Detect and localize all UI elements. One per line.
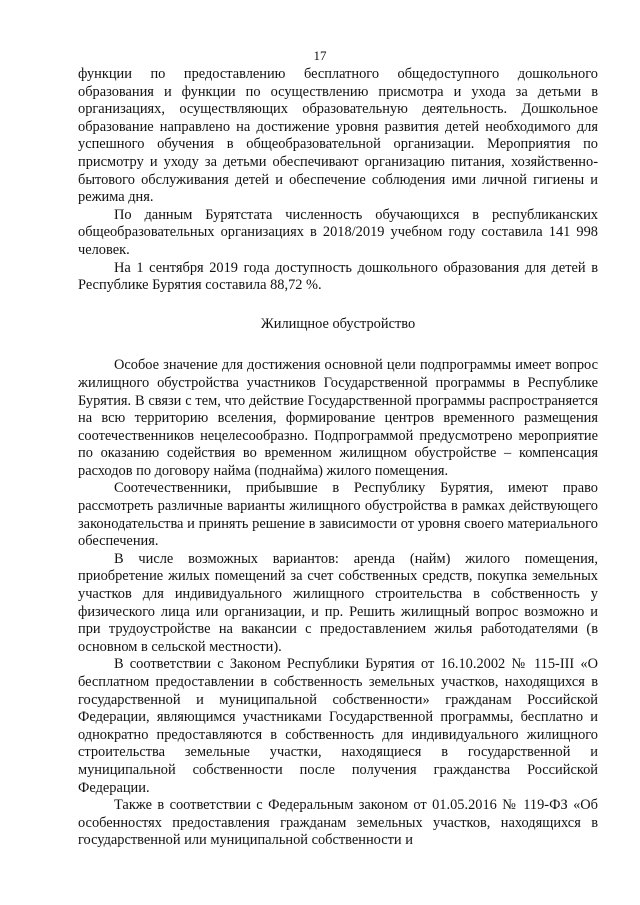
paragraph-federal-law: Также в соответствии с Федеральным законом от 01.05.2016 № 119-ФЗ «Об особенностях предоставления гражданам земельных участков, находящихся в государственной или муниципальной собственности и <box>78 797 598 849</box>
paragraph-housing-importance: Особое значение для достижения основной цели подпрограммы имеет вопрос жилищного обустройства участников Государственной программы в Республике Бурятия. В связи с тем, что действие Государственной программы распространяется на всю территорию вселения, формирование центров временного размещения соотечественников нецелесообразно. Подпрограммой предусмотрено мероприятие по оказанию содействия во временном жилищном обустройстве – компенсация расходов по договору найма (поднайма) жилого помещения. <box>78 357 598 479</box>
page-number: 17 <box>313 48 327 63</box>
paragraph-housing-options: В числе возможных вариантов: аренда (найм) жилого помещения, приобретение жилых помещений за счет собственных средств, покупка земельных участков для индивидуального жилищного строительства в собственность у физического лица или организации, и пр. Решить жилищный вопрос возможно и при трудоустройстве на вакансии с предоставлением жилья работодателями (в основном в сельской местности). <box>78 550 598 655</box>
paragraph-preschool-availability: На 1 сентября 2019 года доступность дошкольного образования для детей в Республике Бурятия составила 88,72 %. <box>78 259 598 294</box>
paragraph-preschool-functions: функции по предоставлению бесплатного общедоступного дошкольного образования и функции по осуществлению присмотра и ухода за детьми в организациях, осуществляющих образовательную деятельность. Дошкольное образование направлено на достижение уровня развития детей необходимого для успешного обучения в общеобразовательной организации. Мероприятия по присмотру и уходу за детьми обеспечивают организацию питания, хозяйственно-бытового обслуживания детей и обеспечение соблюдения ими личной гигиены и режима дня. <box>78 66 598 206</box>
section-heading: Жилищное обустройство <box>260 315 416 332</box>
paragraph-student-count: По данным Бурятстата численность обучающихся в республиканских общеобразовательных организациях в 2018/2019 учебном году составила 141 998 человек. <box>78 206 598 258</box>
paragraph-land-law: В соответствии с Законом Республики Бурятия от 16.10.2002 № 115-III «О бесплатном предоставлении в собственность земельных участков, находящихся в государственной и муниципальной собственности» гражданам Российской Федерации, являющимся участниками Государственной программы, бесплатно и однократно предоставляются в собственность для индивидуального жилищного строительства земельные участки, находящиеся в государственной и муниципальной собственности после получения гражданства Российской Федерации. <box>78 656 598 796</box>
document-body <box>78 66 598 850</box>
paragraph-compatriots-rights: Соотечественники, прибывшие в Республику Бурятия, имеют право рассмотреть различные варианты жилищного обустройства в рамках действующего законодательства и принять решение в зависимости от уровня своего материального обеспечения. <box>78 480 598 550</box>
